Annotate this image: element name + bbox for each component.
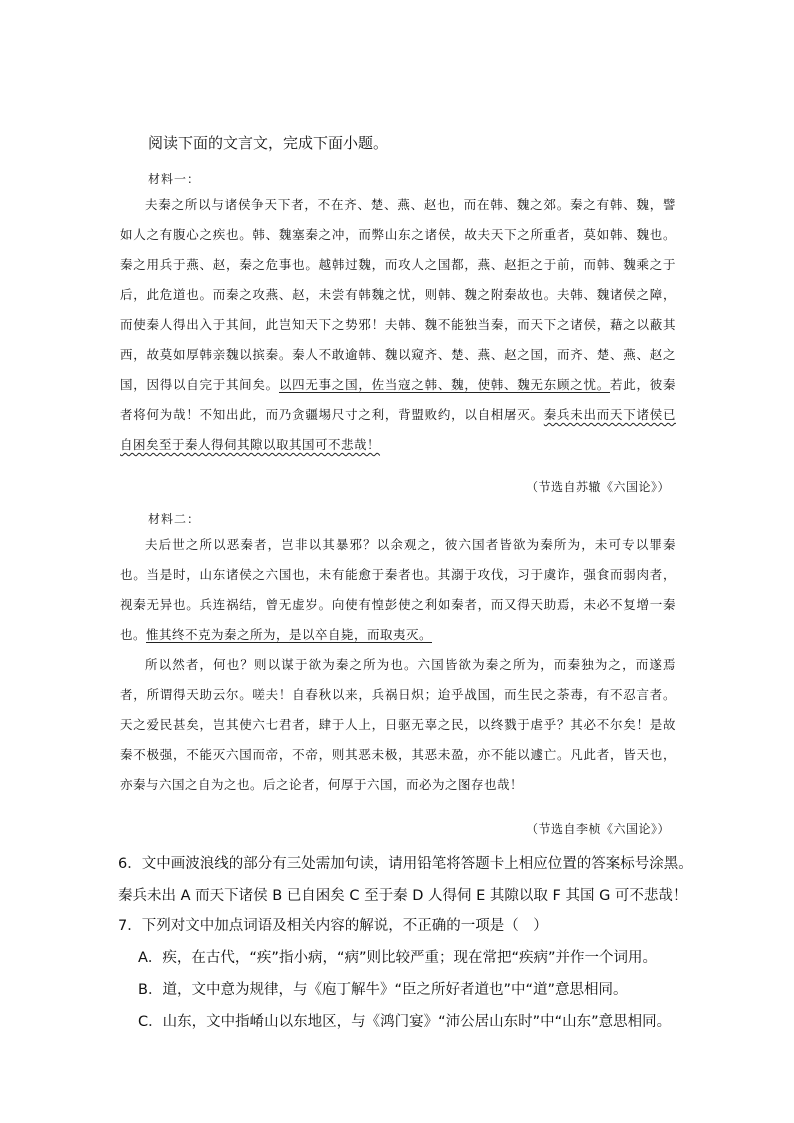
question-7-option-c[interactable]: C．山东，文中指崤山以东地区，与《鸿门宴》“沛公居山东时”中“山东”意思相同。 — [138, 1014, 672, 1030]
question-7-option-b[interactable]: B．道，文中意为规律，与《庖丁解牛》“臣之所好者道也”中“道”意思相同。 — [138, 982, 628, 998]
passage-text: 若此，彼秦者将何为哉！不知出此，而乃贪疆埸尺寸之利，背盟败约，以自相屠灭。 — [120, 377, 676, 422]
question-6-sentence: 秦兵未出 A 而天下诸侯 B 已自困矣 C 至于秦 D 人得伺 E 其隙以取 F 其国 G 可不悲哉！ — [118, 888, 688, 904]
material-2-passage — [120, 530, 676, 800]
question-6-stem: 6．文中画波浪线的部分有三处需加句读，请用铅笔将答题卡上相应位置的答案标号涂黑。 — [118, 856, 693, 872]
material-1-source: （节选自苏辙《六国论》） — [525, 480, 670, 494]
question-7-stem: 7．下列对文中加点词语及相关内容的解说，不正确的一项是（ ） — [118, 918, 548, 934]
wavy-underlined-sentence: 秦兵未出而天下诸侯已自困矣至于秦人得伺其隙以取其国可不悲哉！ — [120, 407, 676, 452]
question-7-option-a[interactable]: A．疾，在古代，“疾”指小病，“病”则比较严重；现在常把“疾病”并作一个词用。 — [138, 950, 657, 966]
material-2-label: 材料二： — [148, 512, 201, 526]
passage-text: 夫秦之所以与诸侯争天下者，不在齐、楚、燕、赵也，而在韩、魏之郊。秦之有韩、魏，譬如人之有腹心之疾也。韩、魏塞秦之冲，而弊山东之诸侯，故夫天下之所重者，莫如韩、魏也。秦之用兵于燕、赵，秦之危事也。越韩过魏，而攻人之国都，燕、赵拒之于前，而韩、魏乘之于后，此危道也。而秦之攻燕、赵，未尝有韩魏之忧，则韩、魏之附秦故也。夫韩、魏诸侯之障，而使秦人得出入于其间，此岂知天下之势邪！夫韩、魏不能独当秦，而天下之诸侯，藉之以蔽其西，故莫如厚韩亲魏以摈秦。秦人不敢逾韩、魏以窥齐、楚、燕、赵之国，而齐、楚、燕、赵之国，因得以自完于其间矣。 — [120, 197, 676, 392]
material-1-paragraph — [120, 190, 676, 460]
passage-text: 夫后世之所以恶秦者，岂非以其暴邪？以余观之，彼六国者皆欲为秦所为，未可专以罪秦也。当是时，山东诸侯之六国也，未有能愈于秦者也。其溺于攻伐，习于虞诈，强食而弱肉者，视秦无异也。兵连祸结，曾无虚岁。向使有惶彭使之利如秦者，而又得天助焉，未必不复增一秦也。 — [120, 537, 676, 642]
material-2-paragraph-2 — [120, 650, 676, 800]
underlined-sentence: 惟其终不克为秦之所为，是以卒自毙，而取夷灭。 — [146, 627, 433, 642]
underlined-sentence: 以四无事之国，佐当寇之韩、魏，使韩、魏无东顾之忧。 — [278, 377, 610, 392]
reading-instruction: 阅读下面的文言文，完成下面小题。 — [148, 134, 389, 152]
material-1-passage — [120, 190, 676, 460]
passage-text: 所以然者，何也？则以谋于欲为秦之所为也。六国皆欲为秦之所为，而秦独为之，而遂焉者，所谓得天助云尔。嗟夫！自春秋以来，兵祸日炽；迨乎战国，而生民之荼毒，有不忍言者。天之爱民甚矣，岂其使六七君者，肆于人上，日驱无辜之民，以终戮于虐乎？其必不尔矣！是故秦不极强，不能灭六国而帝，不帝，则其恶未极，其恶未盈，亦不能以遽亡。凡此者，皆天也，亦秦与六国之自为之也。后之论者，何厚于六国，而必为之图存也哉！ — [120, 657, 676, 792]
material-2-paragraph-1 — [120, 530, 676, 650]
material-2-source: （节选自李桢《六国论》） — [525, 822, 670, 836]
material-1-label: 材料一： — [148, 172, 201, 186]
